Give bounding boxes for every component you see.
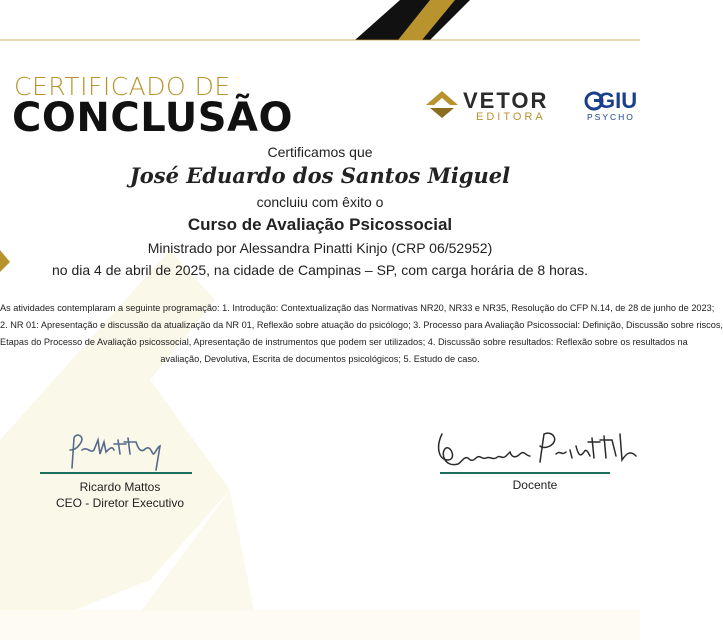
- recipient-name: José Eduardo dos Santos Miguel: [129, 163, 511, 188]
- left-signature-line: [40, 472, 192, 474]
- program-line: avaliação, Devolutiva, Escrita de documentos psicológicos; 5. Estudo de caso.: [160, 354, 480, 364]
- right-signature-line: [440, 472, 610, 474]
- right-signer-role: Docente: [512, 478, 558, 492]
- course-title: Curso de Avaliação Psicossocial: [187, 215, 453, 234]
- program-description: [0, 300, 723, 368]
- certificate-title-line2: CONCLUSÃO: [12, 95, 294, 141]
- vetor-logo-subtext: EDITORA: [476, 111, 546, 123]
- vetor-logo-icon: [424, 89, 460, 119]
- left-signer-name: Ricardo Mattos: [79, 480, 161, 494]
- certificate-title-line1: CERTIFICADO DE: [14, 72, 231, 101]
- completed-text: concluiu com êxito o: [256, 194, 384, 210]
- giu-logo-subtext: PSYCHO: [587, 112, 635, 122]
- left-signer-role: CEO - Diretor Executivo: [55, 496, 185, 510]
- date-line: no dia 4 de abril de 2025, na cidade de Campinas – SP, com carga horária de 8 horas.: [52, 262, 588, 278]
- program-line: As atividades contemplaram a seguinte programação: 1. Introdução: Contextualização das Normativas NR20, NR33 e NR35, Resolução do CFP N.14, de 28 de junho de 2023;: [0, 303, 715, 313]
- instructor-line: Ministrado por Alessandra Pinatti Kinjo (CRP 06/52952): [147, 240, 493, 256]
- certify-text: Certificamos que: [267, 144, 373, 160]
- vetor-logo-text: VETOR: [463, 88, 549, 113]
- program-line: 2. NR 01: Apresentação e discussão da atualização da NR 01, Reflexão sobre atuação do psicólogo; 3. Processo para Avaliação Psicossocial: Definição, Discussão sobre riscos,: [0, 320, 723, 330]
- left-signature: [60, 428, 180, 476]
- giu-logo-text: GIU: [598, 88, 638, 113]
- right-signature: [432, 426, 640, 476]
- program-line: Etapas do Processo de Avaliação psicossocial, Apresentação de instrumentos que podem ser utilizados; 4. Discussão sobre resultados: Reflexão sobre os resultados na: [0, 337, 688, 347]
